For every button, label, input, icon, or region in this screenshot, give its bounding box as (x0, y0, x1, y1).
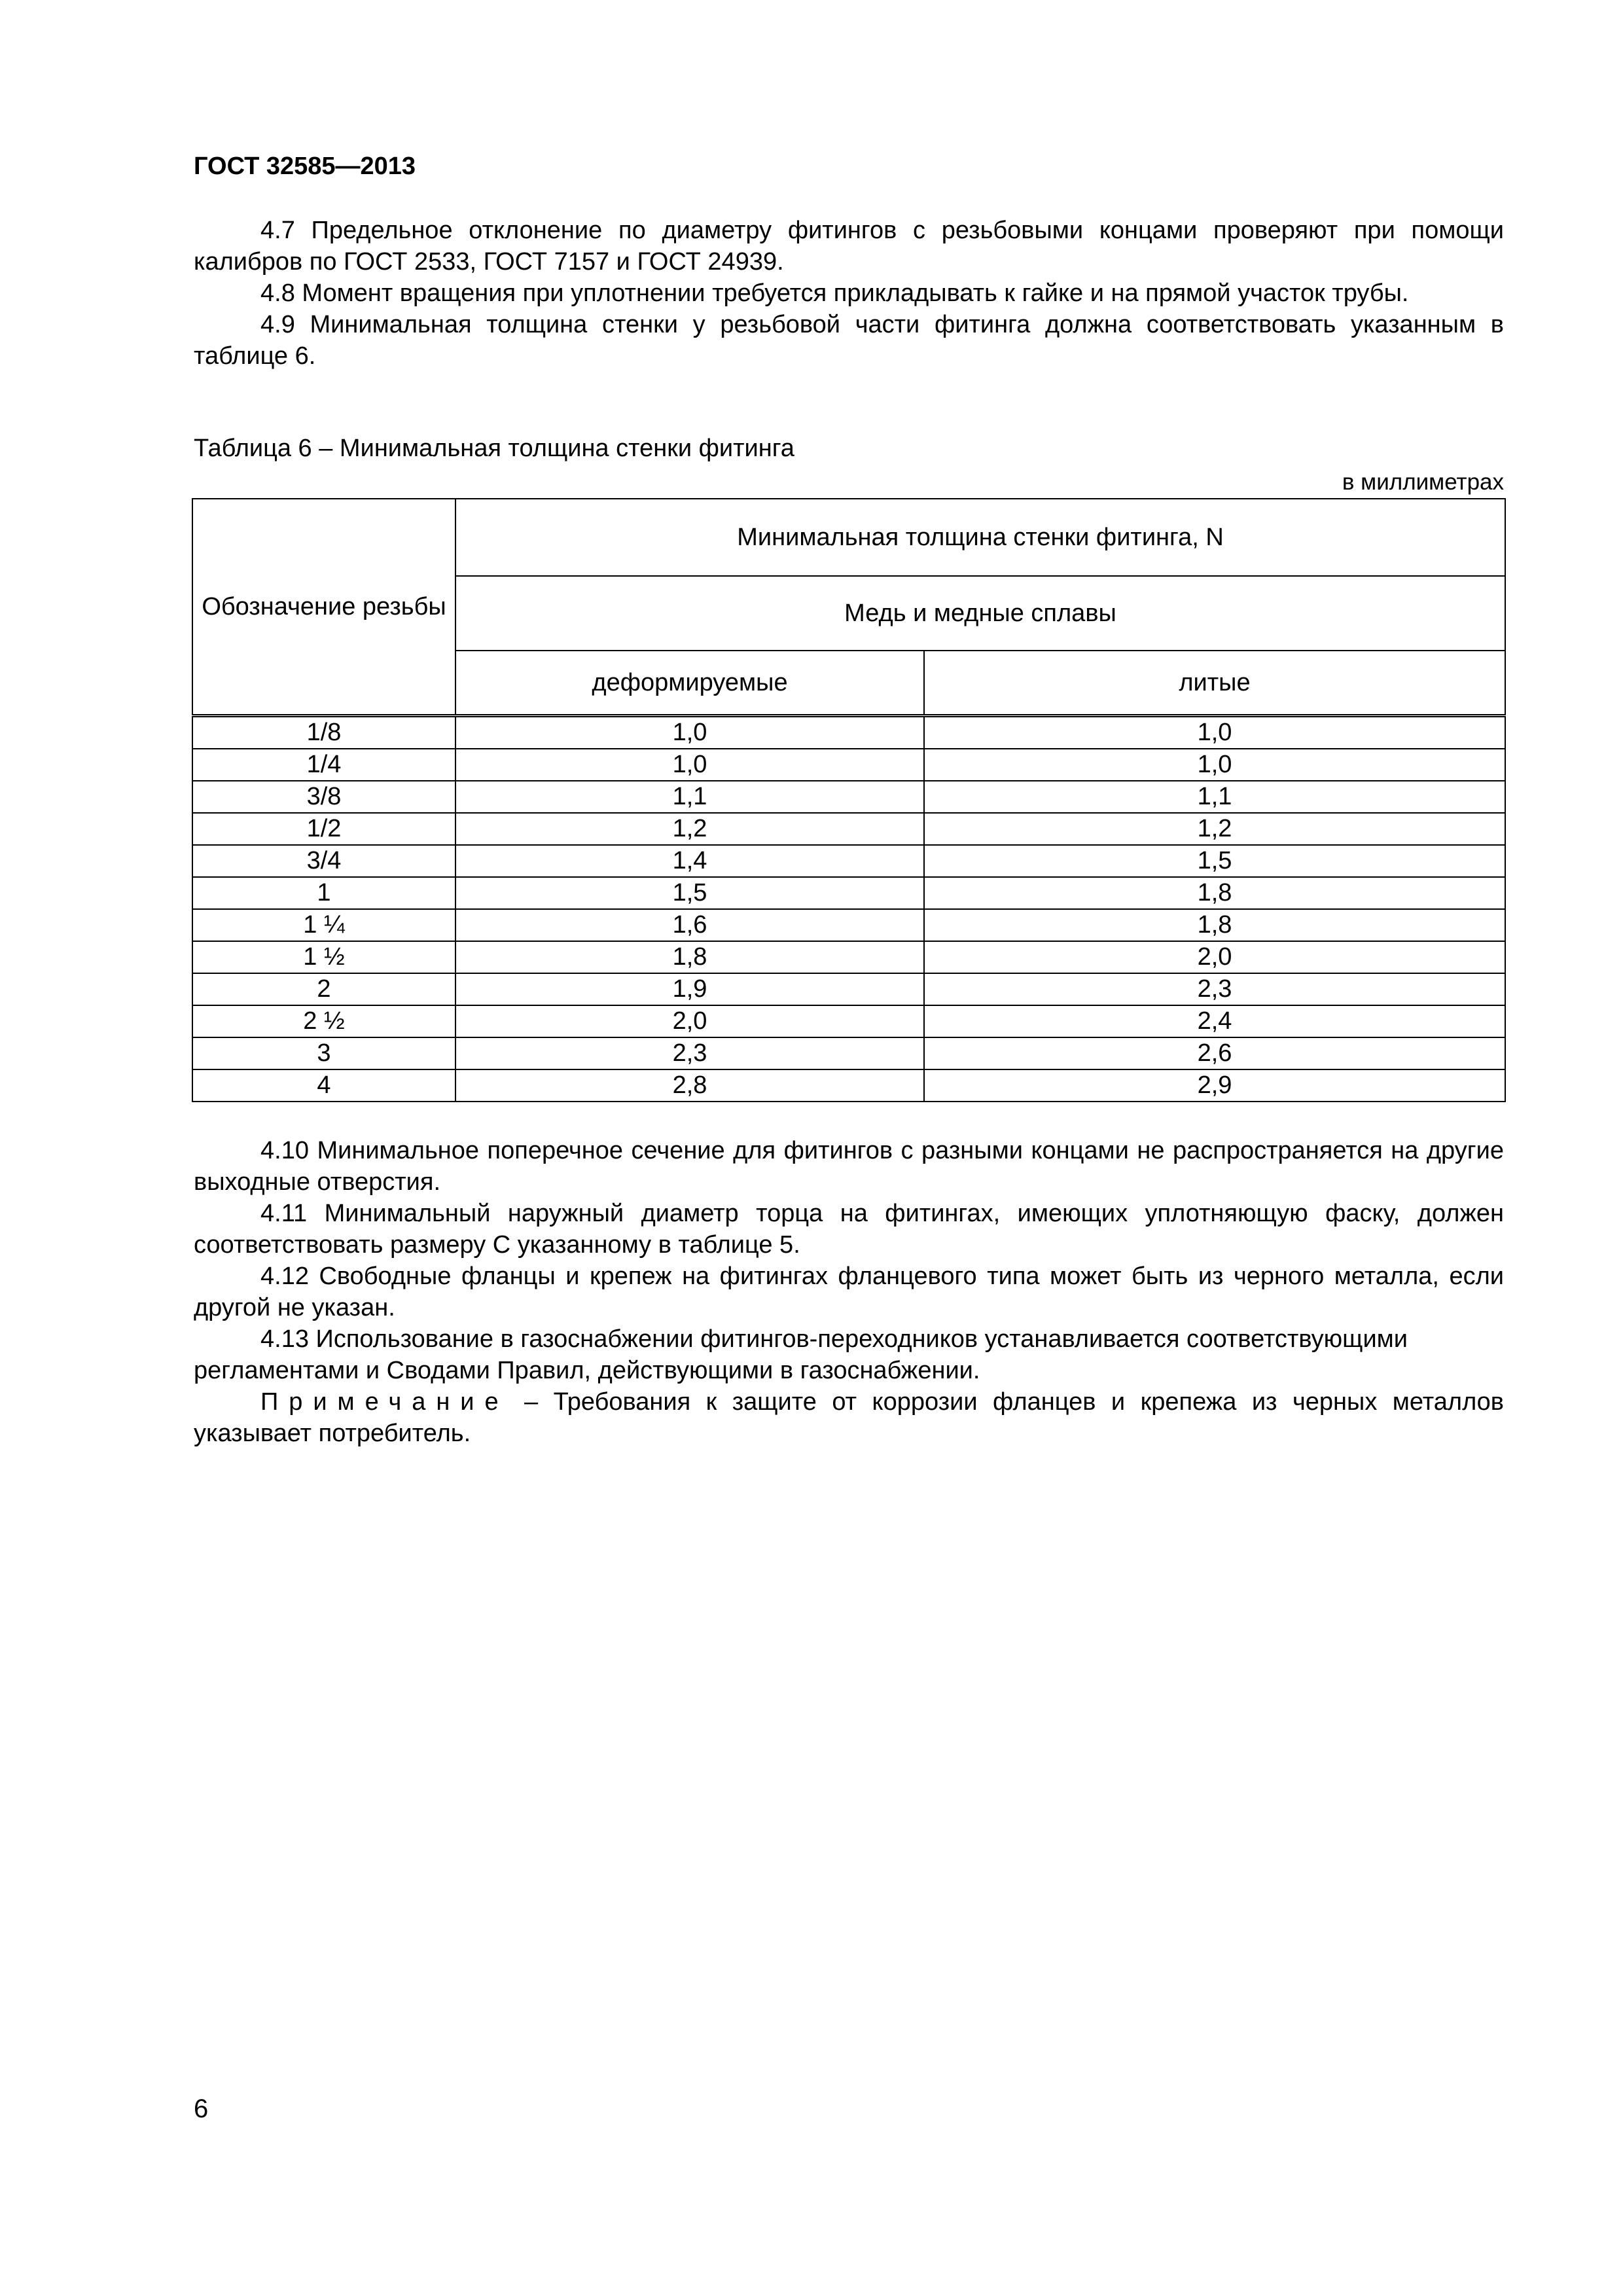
cell-wrought: 2,0 (455, 1005, 924, 1037)
table-row (192, 813, 1505, 845)
note-paragraph (194, 1386, 1504, 1449)
cell-thread: 1 ¼ (192, 909, 455, 941)
cell-cast: 1,8 (924, 877, 1505, 909)
table-row (192, 877, 1505, 909)
cell-wrought: 2,8 (455, 1069, 924, 1102)
cell-wrought: 1,9 (455, 973, 924, 1005)
paragraph-4-8: 4.8 Момент вращения при уплотнении требуется прикладывать к гайке и на прямой участок трубы. (260, 279, 1409, 307)
cell-wrought: 1,6 (455, 909, 924, 941)
cell-thread: 1 (192, 877, 455, 909)
note-label: Примечание (260, 1388, 509, 1416)
paragraph-4-10: 4.10 Минимальное поперечное сечение для фитингов с разными концами не распространяется на другие выходные отверстия. (194, 1137, 1504, 1196)
table-row (192, 1069, 1505, 1102)
cell-thread: 4 (192, 1069, 455, 1102)
paragraph-4-9: 4.9 Минимальная толщина стенки у резьбовой части фитинга должна соответствовать указанным в таблице 6. (194, 311, 1504, 370)
cell-thread: 1/8 (192, 716, 455, 749)
table-row (192, 845, 1505, 877)
top-paragraphs (194, 215, 1504, 372)
cell-cast: 1,1 (924, 781, 1505, 813)
cell-thread: 1/4 (192, 749, 455, 781)
cell-cast: 2,4 (924, 1005, 1505, 1037)
header-wrought: деформируемые (455, 651, 924, 716)
table-row (192, 973, 1505, 1005)
page-number: 6 (194, 2094, 209, 2123)
document-header: ГОСТ 32585—2013 (194, 152, 416, 180)
paragraph-4-11: 4.11 Минимальный наружный диаметр торца на фитингах, имеющих уплотняющую фаску, должен соответствовать размеру С указанному в таблице 5. (194, 1200, 1504, 1259)
cell-wrought: 1,0 (455, 716, 924, 749)
cell-cast: 1,2 (924, 813, 1505, 845)
cell-thread: 3/8 (192, 781, 455, 813)
cell-thread: 1/2 (192, 813, 455, 845)
table-row (192, 749, 1505, 781)
table-units: в миллиметрах (1342, 469, 1504, 495)
cell-thread: 2 ½ (192, 1005, 455, 1037)
cell-wrought: 1,0 (455, 749, 924, 781)
cell-cast: 1,0 (924, 716, 1505, 749)
table-row (192, 1037, 1505, 1069)
bottom-paragraphs (194, 1135, 1504, 1449)
cell-thread: 2 (192, 973, 455, 1005)
table-row (192, 1005, 1505, 1037)
header-thread-designation: Обозначение резьбы (192, 499, 455, 716)
cell-wrought: 1,2 (455, 813, 924, 845)
table-body (192, 716, 1505, 1102)
header-copper-alloys: Медь и медные сплавы (455, 576, 1505, 651)
cell-cast: 2,6 (924, 1037, 1505, 1069)
table-row (192, 716, 1505, 749)
note-text: – Требования к защите от коррозии фланцев и крепежа из черных металлов указывает потребитель. (194, 1388, 1504, 1447)
cell-thread: 3 (192, 1037, 455, 1069)
cell-wrought: 1,8 (455, 941, 924, 973)
header-min-thickness: Минимальная толщина стенки фитинга, N (455, 499, 1505, 576)
cell-wrought: 1,1 (455, 781, 924, 813)
table-row (192, 781, 1505, 813)
cell-cast: 2,3 (924, 973, 1505, 1005)
cell-cast: 2,0 (924, 941, 1505, 973)
table-caption: Таблица 6 – Минимальная толщина стенки фитинга (194, 435, 794, 462)
cell-cast: 1,5 (924, 845, 1505, 877)
table-row (192, 909, 1505, 941)
cell-thread: 3/4 (192, 845, 455, 877)
cell-cast: 2,9 (924, 1069, 1505, 1102)
paragraph-4-13: 4.13 Использование в газоснабжении фитингов-переходников устанавливается соответствующими регламентами и Сводами Правил, действующими в газоснабжении. (194, 1325, 1408, 1384)
wall-thickness-table (192, 498, 1506, 1102)
cell-cast: 1,0 (924, 749, 1505, 781)
cell-cast: 1,8 (924, 909, 1505, 941)
cell-wrought: 2,3 (455, 1037, 924, 1069)
cell-wrought: 1,5 (455, 877, 924, 909)
header-cast: литые (924, 651, 1505, 716)
cell-wrought: 1,4 (455, 845, 924, 877)
table-row (192, 941, 1505, 973)
paragraph-4-7: 4.7 Предельное отклонение по диаметру фитингов с резьбовыми концами проверяют при помощи калибров по ГОСТ 2533, ГОСТ 7157 и ГОСТ 24939. (194, 217, 1504, 276)
paragraph-4-12: 4.12 Свободные фланцы и крепеж на фитингах фланцевого типа может быть из черного металла, если другой не указан. (194, 1263, 1504, 1321)
cell-thread: 1 ½ (192, 941, 455, 973)
